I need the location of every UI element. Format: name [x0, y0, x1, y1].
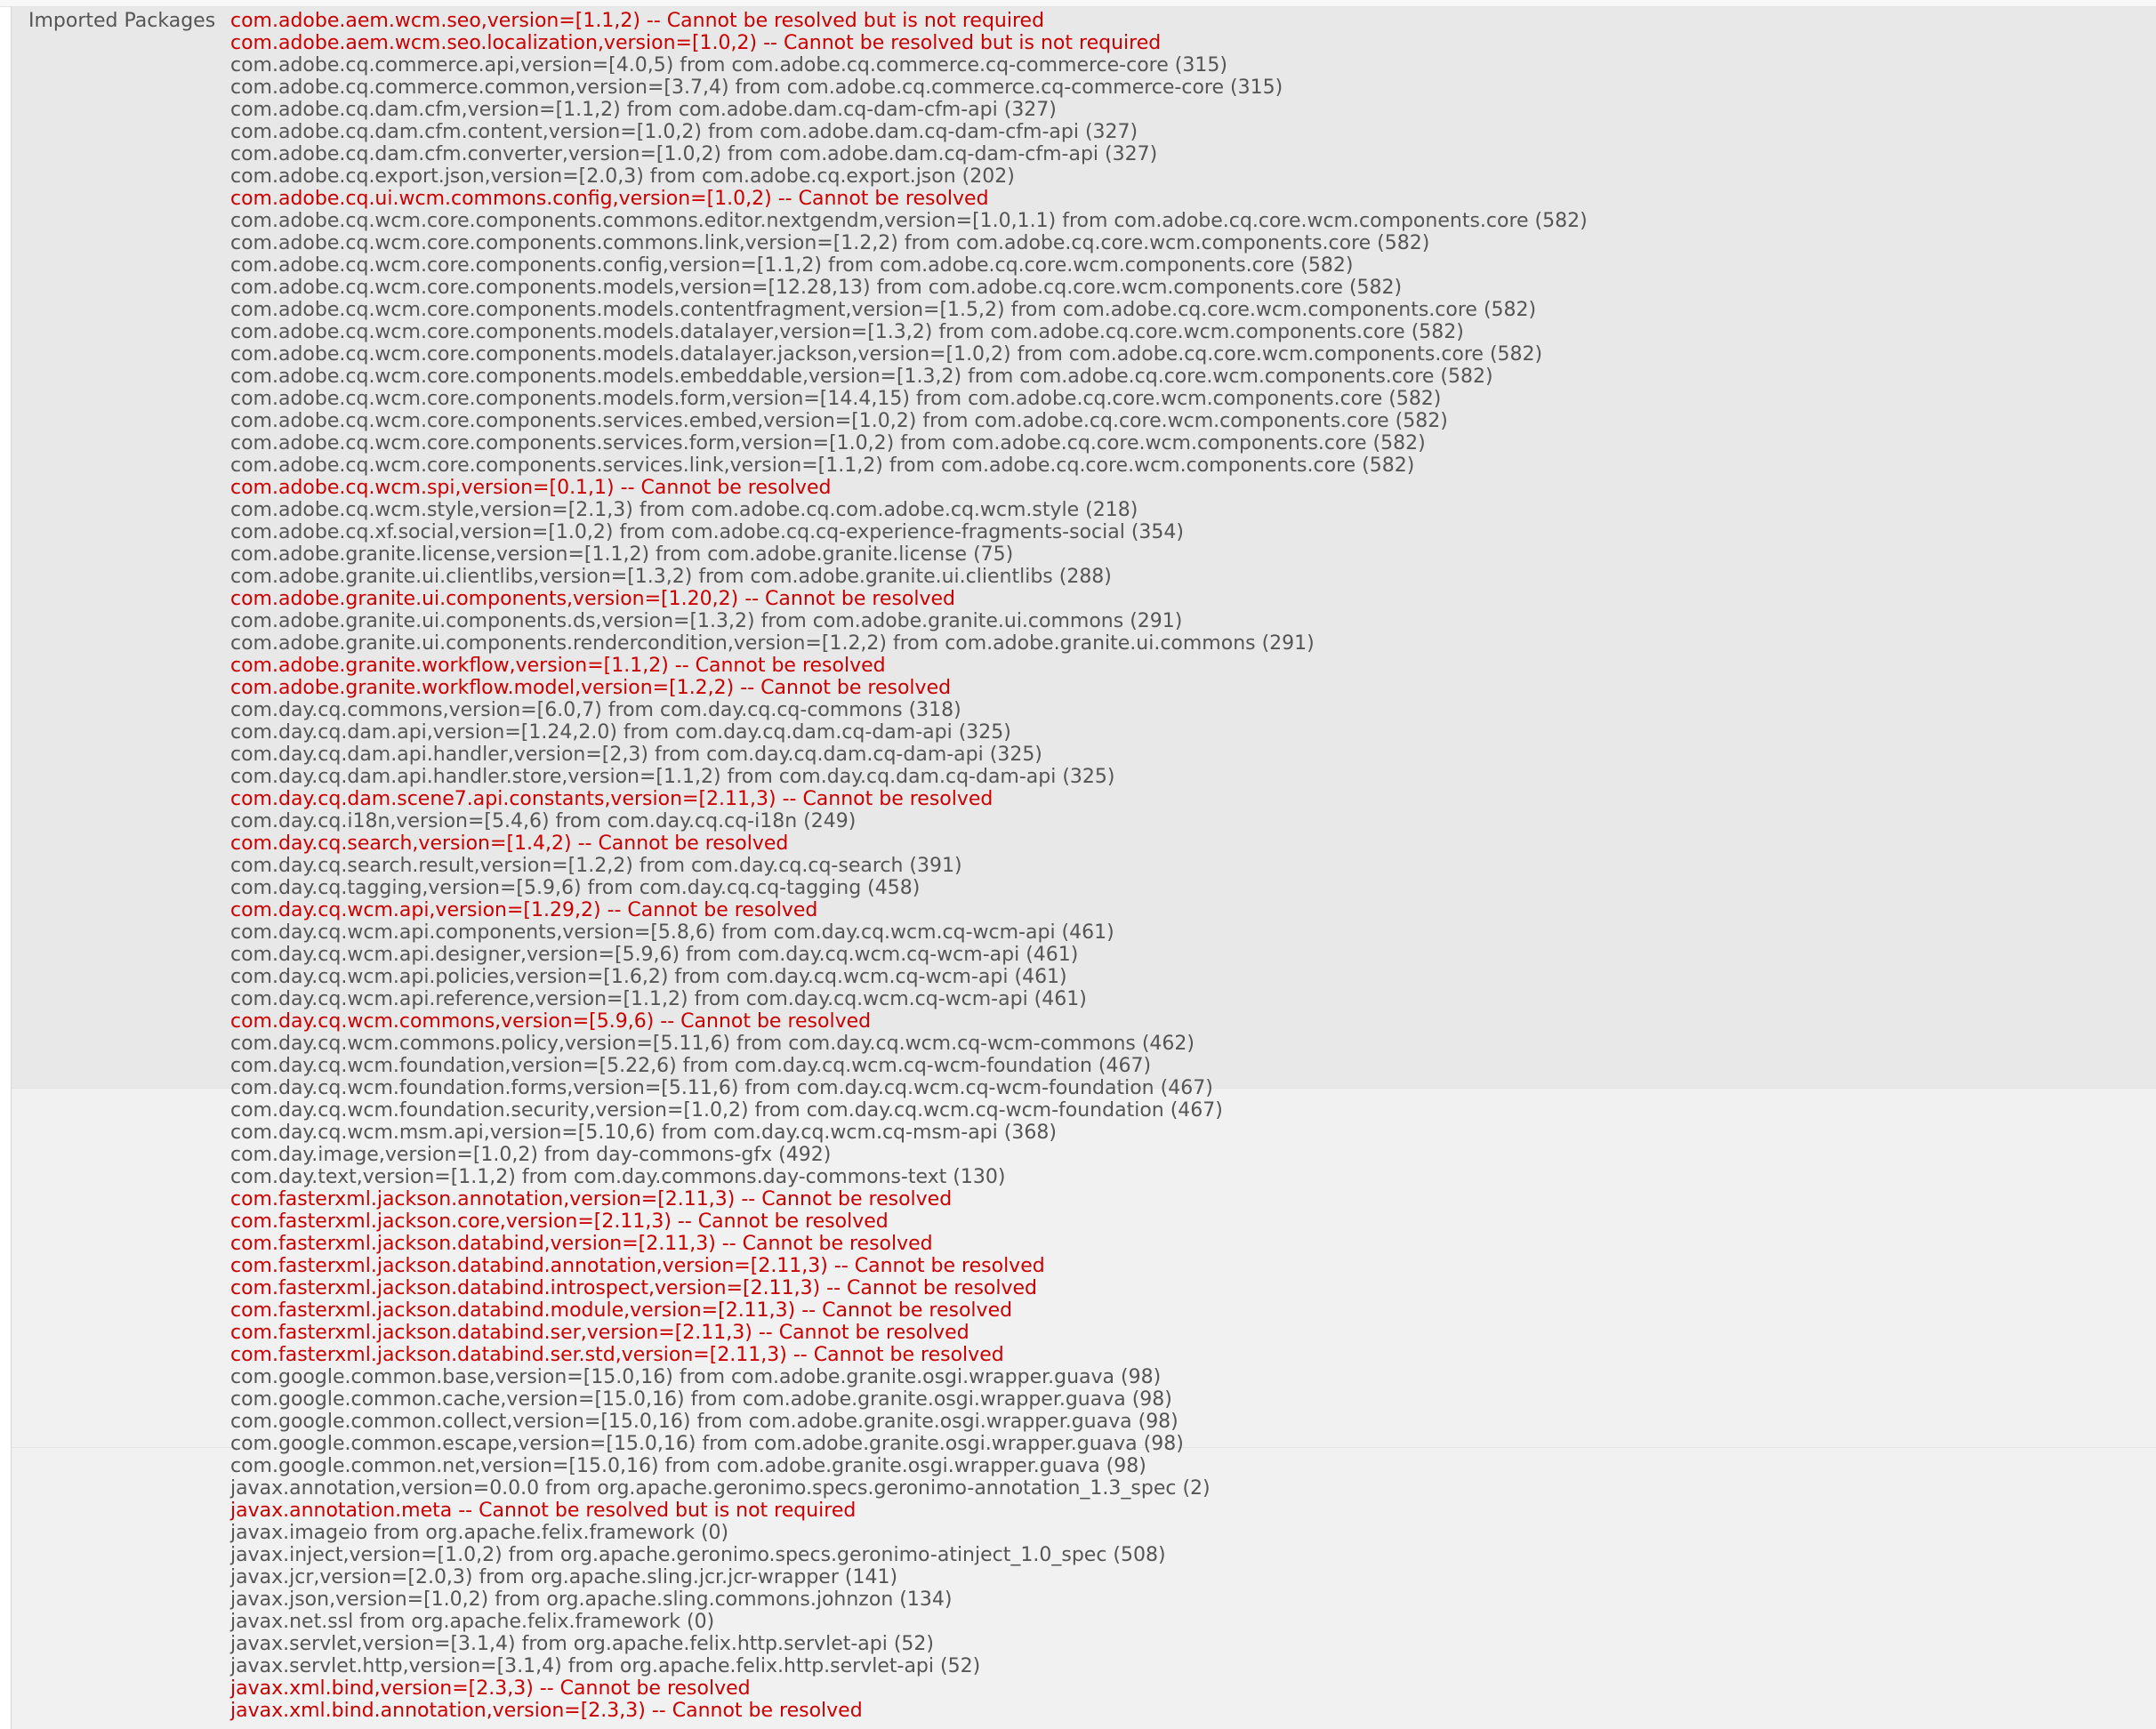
- package-entry: com.google.common.net,version=[15.0,16) from com.adobe.granite.osgi.wrapper.guava (98): [230, 1455, 1146, 1477]
- package-entry: com.adobe.cq.wcm.core.components.models.datalayer.jackson,version=[1.0,2) from com.adobe.cq.core.wcm.components.core (582): [230, 343, 1543, 366]
- package-entry: com.adobe.cq.wcm.core.components.services.form,version=[1.0,2) from com.adobe.cq.core.wcm.components.core (582): [230, 432, 1426, 454]
- package-entry-unresolved: com.adobe.cq.ui.wcm.commons.config,version=[1.0,2) -- Cannot be resolved: [230, 188, 989, 210]
- package-entry-unresolved: com.fasterxml.jackson.databind,version=[2.11,3) -- Cannot be resolved: [230, 1233, 933, 1255]
- package-entry: com.day.image,version=[1.0,2) from day-commons-gfx (492): [230, 1144, 832, 1166]
- package-entry: com.day.cq.commons,version=[6.0,7) from com.day.cq.cq-commons (318): [230, 699, 961, 721]
- package-entry-unresolved: com.adobe.aem.wcm.seo,version=[1.1,2) -- Cannot be resolved but is not required: [230, 10, 1045, 32]
- package-entry: javax.json,version=[1.0,2) from org.apache.sling.commons.johnzon (134): [230, 1588, 953, 1611]
- package-entry: javax.annotation,version=0.0.0 from org.apache.geronimo.specs.geronimo-annotation_1.3_spec (2): [230, 1477, 1211, 1500]
- package-entry-unresolved: com.day.cq.search,version=[1.4,2) -- Cannot be resolved: [230, 832, 789, 855]
- package-entry-unresolved: com.fasterxml.jackson.databind.introspect,version=[2.11,3) -- Cannot be resolved: [230, 1277, 1038, 1299]
- package-entry: com.adobe.cq.dam.cfm,version=[1.1,2) from com.adobe.dam.cq-dam-cfm-api (327): [230, 99, 1057, 121]
- imported-packages-label: Imported Packages: [28, 10, 216, 32]
- package-entry: com.adobe.cq.dam.cfm.content,version=[1.0,2) from com.adobe.dam.cq-dam-cfm-api (327): [230, 121, 1138, 143]
- package-entry: com.day.cq.wcm.api.reference,version=[1.1,2) from com.day.cq.wcm.cq-wcm-api (461): [230, 988, 1087, 1010]
- package-entry-unresolved: com.fasterxml.jackson.core,version=[2.11,3) -- Cannot be resolved: [230, 1210, 889, 1233]
- package-entry: com.adobe.granite.ui.clientlibs,version=[1.3,2) from com.adobe.granite.ui.clientlibs (288): [230, 566, 1112, 588]
- package-entry: com.day.cq.wcm.msm.api,version=[5.10,6) from com.day.cq.wcm.cq-msm-api (368): [230, 1122, 1057, 1144]
- package-entry: com.day.text,version=[1.1,2) from com.day.commons.day-commons-text (130): [230, 1166, 1006, 1188]
- package-entry: com.adobe.cq.wcm.core.components.models.contentfragment,version=[1.5,2) from com.adobe.cq.core.wcm.components.core (582): [230, 299, 1537, 321]
- package-entry: com.adobe.cq.wcm.style,version=[2.1,3) from com.adobe.cq.com.adobe.cq.wcm.style (218): [230, 499, 1138, 521]
- package-entry-unresolved: com.day.cq.wcm.commons,version=[5.9,6) -- Cannot be resolved: [230, 1010, 872, 1033]
- package-entry: javax.inject,version=[1.0,2) from org.apache.geronimo.specs.geronimo-atinject_1.0_spec (508): [230, 1544, 1166, 1566]
- package-entry: com.adobe.cq.dam.cfm.converter,version=[1.0,2) from com.adobe.dam.cq-dam-cfm-api (327): [230, 143, 1158, 165]
- package-entry: com.day.cq.wcm.foundation.forms,version=[5.11,6) from com.day.cq.wcm.cq-wcm-foundation (467): [230, 1077, 1213, 1099]
- package-entry: com.day.cq.search.result,version=[1.2,2) from com.day.cq.cq-search (391): [230, 855, 962, 877]
- package-entry: com.adobe.cq.wcm.core.components.services.embed,version=[1.0,2) from com.adobe.cq.core.wcm.components.core (582): [230, 410, 1448, 432]
- package-entry: com.adobe.cq.wcm.core.components.commons.link,version=[1.2,2) from com.adobe.cq.core.wcm.components.core (582): [230, 232, 1430, 254]
- package-entry: com.day.cq.wcm.api.designer,version=[5.9,6) from com.day.cq.wcm.cq-wcm-api (461): [230, 944, 1079, 966]
- package-entry-unresolved: com.adobe.aem.wcm.seo.localization,version=[1.0,2) -- Cannot be resolved but is not required: [230, 32, 1162, 54]
- package-entry: com.adobe.cq.wcm.core.components.models,version=[12.28,13) from com.adobe.cq.core.wcm.components.core (582): [230, 277, 1403, 299]
- package-entry: com.day.cq.wcm.api.policies,version=[1.6,2) from com.day.cq.wcm.cq-wcm-api (461): [230, 966, 1067, 988]
- package-entry-unresolved: com.fasterxml.jackson.databind.ser,version=[2.11,3) -- Cannot be resolved: [230, 1322, 969, 1344]
- package-entry: com.adobe.granite.license,version=[1.1,2) from com.adobe.granite.license (75): [230, 543, 1014, 566]
- package-entry: javax.servlet.http,version=[3.1,4) from org.apache.felix.http.servlet-api (52): [230, 1655, 981, 1677]
- package-entry-unresolved: com.adobe.granite.ui.components,version=[1.20,2) -- Cannot be resolved: [230, 588, 956, 610]
- package-entry-unresolved: com.adobe.granite.workflow,version=[1.1,2) -- Cannot be resolved: [230, 655, 886, 677]
- package-entry-unresolved: com.fasterxml.jackson.databind.module,version=[2.11,3) -- Cannot be resolved: [230, 1299, 1013, 1322]
- package-entry: com.adobe.cq.commerce.api,version=[4.0,5) from com.adobe.cq.commerce.cq-commerce-core (315): [230, 54, 1227, 76]
- package-entry-unresolved: com.day.cq.dam.scene7.api.constants,version=[2.11,3) -- Cannot be resolved: [230, 788, 994, 810]
- package-entry: com.google.common.escape,version=[15.0,16) from com.adobe.granite.osgi.wrapper.guava (98): [230, 1433, 1184, 1455]
- package-entry-unresolved: com.fasterxml.jackson.annotation,version=[2.11,3) -- Cannot be resolved: [230, 1188, 953, 1210]
- imported-packages-list: [230, 10, 1588, 1722]
- package-entry-unresolved: javax.annotation.meta -- Cannot be resolved but is not required: [230, 1500, 857, 1522]
- package-entry: javax.net.ssl from org.apache.felix.framework (0): [230, 1611, 715, 1633]
- package-entry: com.google.common.cache,version=[15.0,16) from com.adobe.granite.osgi.wrapper.guava (98): [230, 1388, 1172, 1411]
- package-entry: com.adobe.cq.commerce.common,version=[3.7,4) from com.adobe.cq.commerce.cq-commerce-core (315): [230, 76, 1283, 99]
- package-entry-unresolved: com.fasterxml.jackson.databind.ser.std,version=[2.11,3) -- Cannot be resolved: [230, 1344, 1004, 1366]
- package-entry: javax.servlet,version=[3.1,4) from org.apache.felix.http.servlet-api (52): [230, 1633, 935, 1655]
- package-entry: com.day.cq.dam.api.handler,version=[2,3) from com.day.cq.dam.cq-dam-api (325): [230, 744, 1042, 766]
- package-entry-unresolved: com.day.cq.wcm.api,version=[1.29,2) -- Cannot be resolved: [230, 899, 818, 921]
- package-entry: com.adobe.cq.wcm.core.components.models.datalayer,version=[1.3,2) from com.adobe.cq.core.wcm.components.core (582): [230, 321, 1464, 343]
- package-entry-unresolved: com.adobe.cq.wcm.spi,version=[0.1,1) -- Cannot be resolved: [230, 477, 832, 499]
- package-entry: com.google.common.collect,version=[15.0,16) from com.adobe.granite.osgi.wrapper.guava (98): [230, 1411, 1179, 1433]
- package-entry: com.adobe.granite.ui.components.ds,version=[1.3,2) from com.adobe.granite.ui.commons (291): [230, 610, 1183, 632]
- package-entry: com.adobe.cq.xf.social,version=[1.0,2) from com.adobe.cq.cq-experience-fragments-social (354): [230, 521, 1184, 543]
- package-entry-unresolved: javax.xml.bind.annotation,version=[2.3,3) -- Cannot be resolved: [230, 1700, 863, 1722]
- package-entry: com.adobe.granite.ui.components.rendercondition,version=[1.2,2) from com.adobe.granite.ui.commons (291): [230, 632, 1315, 655]
- package-entry: com.adobe.cq.wcm.core.components.config,version=[1.1,2) from com.adobe.cq.core.wcm.components.core (582): [230, 254, 1354, 277]
- package-entry: com.day.cq.wcm.api.components,version=[5.8,6) from com.day.cq.wcm.cq-wcm-api (461): [230, 921, 1114, 944]
- package-entry-unresolved: javax.xml.bind,version=[2.3,3) -- Cannot be resolved: [230, 1677, 751, 1700]
- package-entry: com.adobe.cq.wcm.core.components.models.form,version=[14.4,15) from com.adobe.cq.core.wcm.components.core (582): [230, 388, 1442, 410]
- package-entry: com.day.cq.wcm.commons.policy,version=[5.11,6) from com.day.cq.wcm.cq-wcm-commons (462): [230, 1033, 1195, 1055]
- package-entry: com.day.cq.dam.api,version=[1.24,2.0) from com.day.cq.dam.cq-dam-api (325): [230, 721, 1011, 744]
- package-entry: com.adobe.cq.wcm.core.components.models.embeddable,version=[1.3,2) from com.adobe.cq.core.wcm.components.core (582): [230, 366, 1493, 388]
- package-entry: com.day.cq.dam.api.handler.store,version=[1.1,2) from com.day.cq.dam.cq-dam-api (325): [230, 766, 1115, 788]
- left-divider: [11, 6, 12, 1729]
- package-entry: com.google.common.base,version=[15.0,16) from com.adobe.granite.osgi.wrapper.guava (98): [230, 1366, 1162, 1388]
- package-entry: javax.imageio from org.apache.felix.framework (0): [230, 1522, 729, 1544]
- package-entry: com.day.cq.i18n,version=[5.4,6) from com.day.cq.cq-i18n (249): [230, 810, 857, 832]
- top-divider: [0, 0, 2156, 7]
- package-entry: com.day.cq.wcm.foundation.security,version=[1.0,2) from com.day.cq.wcm.cq-wcm-foundation (467): [230, 1099, 1223, 1122]
- package-entry-unresolved: com.fasterxml.jackson.databind.annotation,version=[2.11,3) -- Cannot be resolved: [230, 1255, 1045, 1277]
- package-entry: com.adobe.cq.wcm.core.components.services.link,version=[1.1,2) from com.adobe.cq.core.wcm.components.core (582): [230, 454, 1415, 477]
- package-entry: com.adobe.cq.wcm.core.components.commons.editor.nextgendm,version=[1.0,1.1) from com.adobe.cq.core.wcm.components.core (582): [230, 210, 1588, 232]
- package-entry: com.day.cq.tagging,version=[5.9,6) from com.day.cq.cq-tagging (458): [230, 877, 921, 899]
- package-entry: com.day.cq.wcm.foundation,version=[5.22,6) from com.day.cq.wcm.cq-wcm-foundation (467): [230, 1055, 1152, 1077]
- package-entry-unresolved: com.adobe.granite.workflow.model,version=[1.2,2) -- Cannot be resolved: [230, 677, 952, 699]
- package-entry: com.adobe.cq.export.json,version=[2.0,3) from com.adobe.cq.export.json (202): [230, 165, 1015, 188]
- package-entry: javax.jcr,version=[2.0,3) from org.apache.sling.jcr.jcr-wrapper (141): [230, 1566, 898, 1588]
